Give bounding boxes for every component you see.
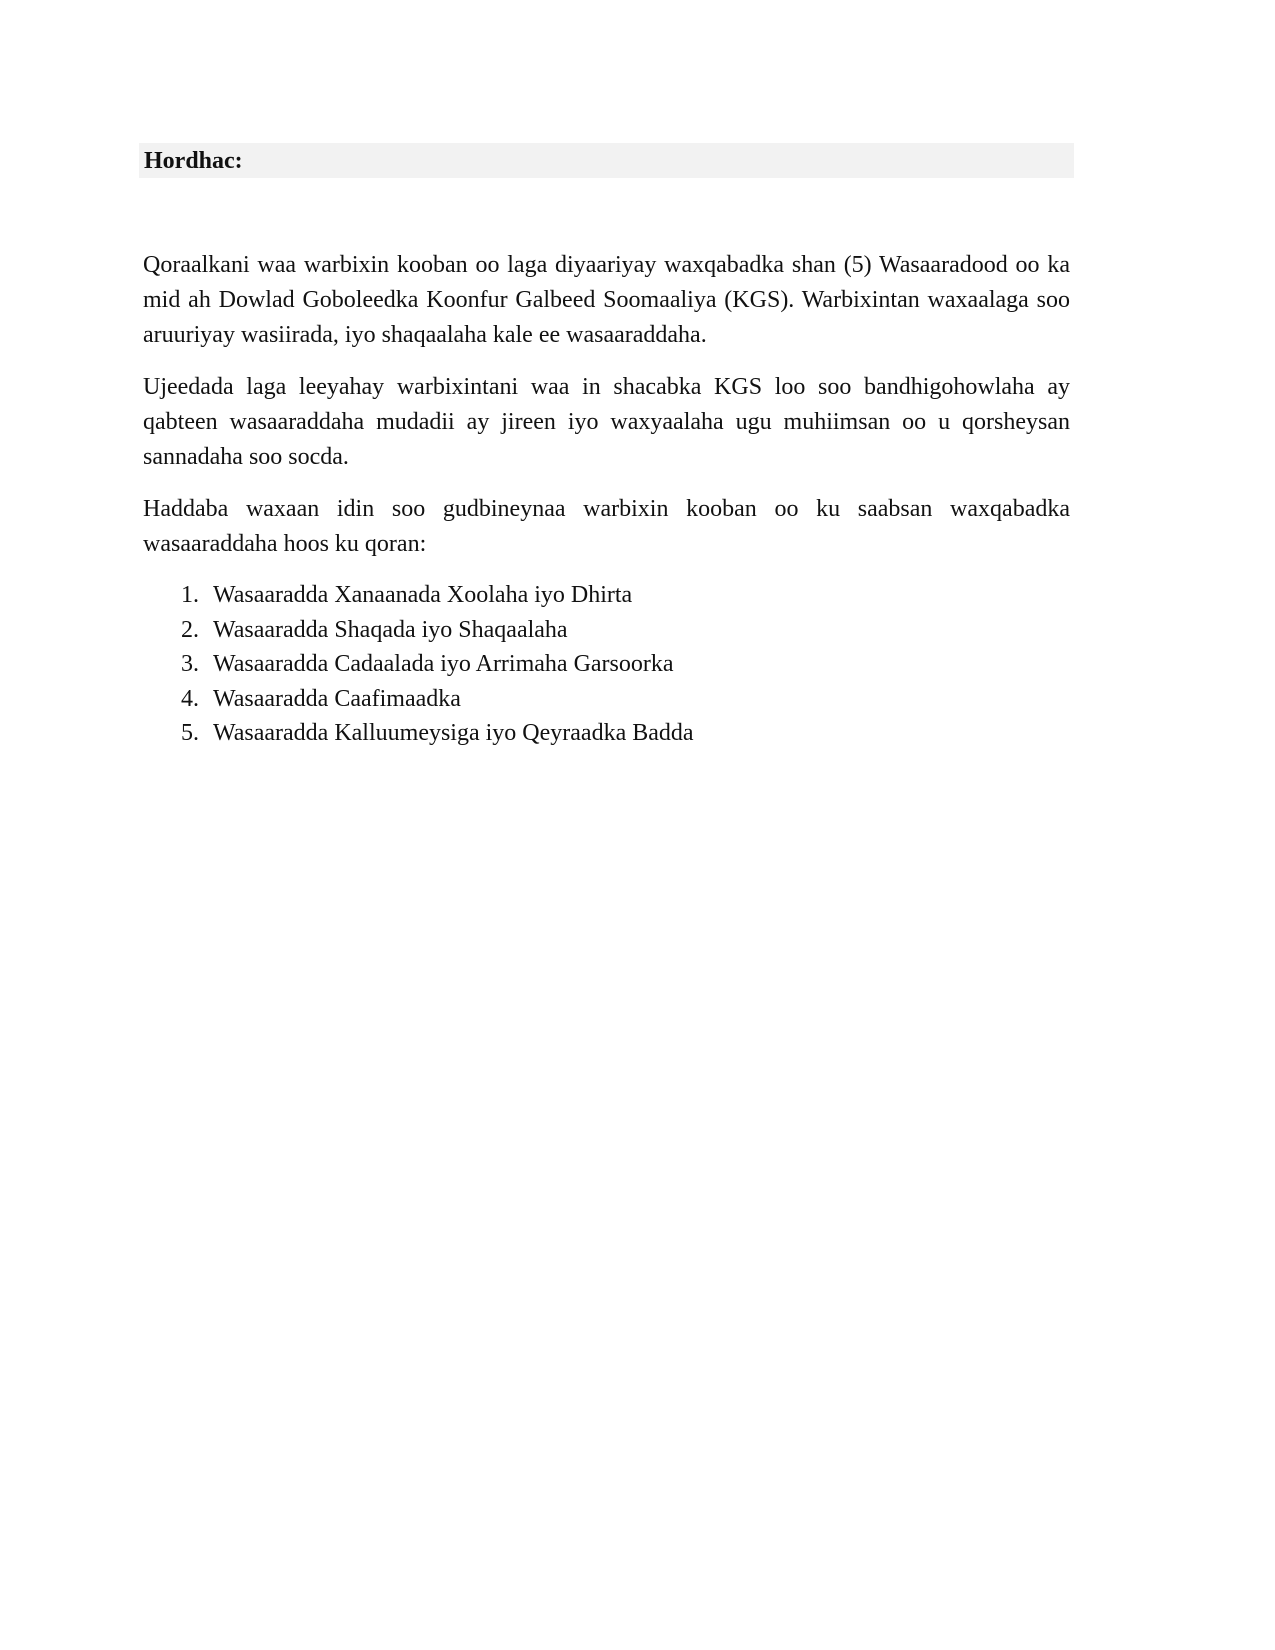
list-item [143, 716, 694, 751]
list-text: Wasaaradda Kalluumeysiga iyo Qeyraadka Badda [213, 720, 694, 746]
paragraph-intro: Qoraalkani waa warbixin kooban oo laga diyaariyay waxqabadka shan (5) Wasaaradood oo ka mid ah Dowlad Goboleedka Koonfur Galbeed Soomaaliya (KGS). Warbixintan waxaalaga soo aruuriyay wasiirada, iyo shaqaalaha kale ee wasaaraddaha. [143, 252, 1070, 348]
list-text: Wasaaradda Cadaalada iyo Arrimaha Garsoorka [213, 651, 674, 677]
section-heading: Hordhac: [144, 148, 243, 174]
paragraph-purpose: Ujeedada laga leeyahay warbixintani waa in shacabka KGS loo soo bandhigohowlaha ay qabteen wasaaraddaha mudadii ay jireen iyo waxyaalaha ugu muhiimsan oo u qorsheysan sannadaha soo socda. [143, 374, 1070, 470]
list-text: Wasaaradda Caafimaadka [213, 685, 461, 712]
list-number: 1. [181, 582, 199, 608]
list-item [143, 682, 694, 717]
paragraph-list-intro: Haddaba waxaan idin soo gudbineynaa warbixin kooban oo ku saabsan waxqabadka wasaaraddaha hoos ku qoran: [143, 496, 1070, 557]
list-number: 3. [181, 651, 199, 677]
heading-bar [139, 143, 1074, 178]
list-number: 4. [181, 685, 199, 712]
list-item [143, 578, 694, 613]
ministry-list [143, 578, 694, 751]
list-item [143, 647, 694, 682]
list-text: Wasaaradda Xanaanada Xoolaha iyo Dhirta [213, 582, 633, 608]
list-item [143, 613, 694, 648]
list-number: 2. [181, 616, 199, 643]
list-number: 5. [181, 720, 199, 746]
list-text: Wasaaradda Shaqada iyo Shaqaalaha [213, 616, 568, 643]
